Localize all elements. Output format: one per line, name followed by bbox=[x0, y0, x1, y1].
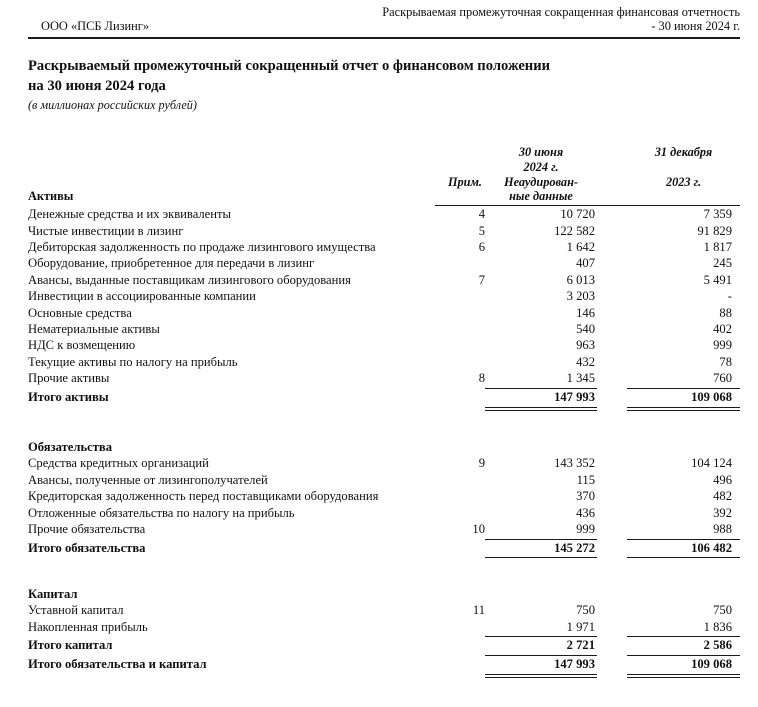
row-value-prior: 78 bbox=[719, 354, 732, 369]
row-value-current: 999 bbox=[485, 521, 597, 539]
row-note: 10 bbox=[472, 522, 485, 537]
row-value-current: 122 582 bbox=[554, 223, 595, 238]
row-note bbox=[435, 505, 485, 521]
row-label: Основные средства bbox=[28, 305, 132, 320]
row-label: Дебиторская задолженность по продаже лизингового имущества bbox=[28, 240, 376, 254]
column-spacer bbox=[597, 505, 627, 521]
table-row bbox=[28, 619, 740, 637]
column-spacer bbox=[597, 223, 627, 239]
row-value-current: 147 993 bbox=[485, 389, 597, 411]
section-heading: Обязательства bbox=[28, 440, 112, 455]
row-value-prior: 750 bbox=[713, 603, 732, 618]
column-header-current-period: 30 июня 2024 г. Неаудирован- ные данные bbox=[504, 145, 578, 204]
row-label: Итого обязательства и капитал bbox=[28, 656, 207, 671]
row-note: 6 bbox=[478, 240, 485, 254]
table-row bbox=[28, 255, 740, 271]
column-spacer bbox=[597, 288, 627, 304]
row-label: Инвестиции в ассоциированные компании bbox=[28, 289, 256, 304]
units-note: (в миллионах российских рублей) bbox=[28, 98, 197, 112]
section-heading: Капитал bbox=[28, 586, 78, 601]
table-row bbox=[28, 521, 740, 539]
row-label: Кредиторская задолженность перед поставщиками оборудования bbox=[28, 489, 379, 504]
row-label: Оборудование, приобретенное для передачи в лизинг bbox=[28, 256, 315, 271]
row-label: Накопленная прибыль bbox=[28, 619, 148, 634]
row-value-prior: 999 bbox=[713, 338, 732, 353]
row-label: Авансы, выданные поставщикам лизингового оборудования bbox=[28, 272, 351, 287]
column-spacer bbox=[597, 488, 627, 504]
row-value-prior: 482 bbox=[713, 489, 732, 504]
row-value-prior: 109 068 bbox=[627, 656, 740, 678]
row-value-current bbox=[485, 439, 597, 455]
financial-position-table bbox=[28, 145, 740, 678]
row-note bbox=[435, 472, 485, 488]
row-note bbox=[435, 439, 485, 455]
row-value-prior: 106 482 bbox=[627, 540, 740, 558]
column-spacer bbox=[597, 305, 627, 321]
row-value-current: 1 642 bbox=[566, 240, 595, 254]
row-value-prior: 88 bbox=[719, 305, 732, 320]
row-note bbox=[435, 354, 485, 370]
column-spacer bbox=[597, 637, 627, 655]
row-note bbox=[435, 619, 485, 637]
table-row bbox=[28, 223, 740, 239]
row-note bbox=[435, 586, 485, 602]
column-spacer bbox=[597, 521, 627, 539]
row-value-current: 146 bbox=[576, 305, 595, 320]
column-spacer bbox=[597, 602, 627, 618]
column-spacer bbox=[597, 239, 627, 255]
row-value-current: 147 993 bbox=[485, 656, 597, 678]
row-value-current: 436 bbox=[576, 505, 595, 520]
row-note bbox=[435, 255, 485, 271]
column-spacer bbox=[597, 619, 627, 637]
row-note bbox=[435, 540, 485, 558]
row-note: 9 bbox=[478, 456, 485, 471]
column-spacer bbox=[597, 354, 627, 370]
table-row bbox=[28, 370, 740, 388]
table-row bbox=[28, 206, 740, 222]
section-heading-row bbox=[28, 586, 740, 602]
row-value-prior: 5 491 bbox=[703, 272, 732, 287]
table-row bbox=[28, 540, 740, 558]
table-row bbox=[28, 321, 740, 337]
table-row bbox=[28, 488, 740, 504]
row-value-current: 963 bbox=[576, 338, 595, 353]
row-value-current: 407 bbox=[576, 256, 595, 271]
column-spacer bbox=[597, 370, 627, 388]
column-spacer bbox=[597, 145, 627, 204]
row-note bbox=[435, 321, 485, 337]
row-value-prior: 245 bbox=[713, 256, 732, 271]
row-note bbox=[435, 288, 485, 304]
section-heading-row bbox=[28, 439, 740, 455]
row-value-prior: 7 359 bbox=[703, 207, 732, 222]
row-value-prior: 104 124 bbox=[691, 456, 732, 471]
table-row bbox=[28, 305, 740, 321]
table-row bbox=[28, 354, 740, 370]
row-note: 11 bbox=[472, 603, 485, 618]
column-spacer bbox=[597, 472, 627, 488]
row-value-current: 1 971 bbox=[485, 619, 597, 637]
row-value-prior: 402 bbox=[713, 322, 732, 337]
row-label: Прочие активы bbox=[28, 371, 110, 386]
table-row bbox=[28, 637, 740, 655]
table-row bbox=[28, 455, 740, 471]
table-row bbox=[28, 239, 740, 255]
row-value-current: 370 bbox=[576, 489, 595, 504]
column-spacer bbox=[597, 439, 627, 455]
row-label: Итого капитал bbox=[28, 638, 113, 653]
row-note bbox=[435, 305, 485, 321]
row-label: Итого активы bbox=[28, 389, 109, 404]
column-spacer bbox=[597, 656, 627, 678]
row-value-prior bbox=[627, 586, 740, 602]
row-value-prior: 1 817 bbox=[703, 240, 732, 254]
row-label: Авансы, полученные от лизингополучателей bbox=[28, 472, 268, 487]
row-label: Прочие обязательства bbox=[28, 522, 146, 537]
company-name: ООО «ПСБ Лизинг» bbox=[41, 19, 150, 33]
table-row bbox=[28, 656, 740, 678]
report-header-date: - 30 июня 2024 г. bbox=[651, 19, 740, 33]
row-value-prior: 109 068 bbox=[627, 389, 740, 411]
table-column-headers bbox=[28, 145, 740, 206]
page-title-line2: на 30 июня 2024 года bbox=[28, 78, 166, 94]
column-spacer bbox=[597, 540, 627, 558]
row-value-current: 1 345 bbox=[485, 370, 597, 388]
row-value-current: 6 013 bbox=[566, 272, 595, 287]
row-value-prior: 91 829 bbox=[697, 223, 732, 238]
title-block bbox=[28, 56, 740, 113]
row-label: Текущие активы по налогу на прибыль bbox=[28, 354, 238, 369]
row-note bbox=[435, 656, 485, 678]
row-note: 8 bbox=[478, 371, 485, 386]
row-value-current: 432 bbox=[576, 354, 595, 369]
column-spacer bbox=[597, 255, 627, 271]
column-headers-group bbox=[435, 145, 740, 206]
row-value-prior: 392 bbox=[713, 505, 732, 520]
row-note: 4 bbox=[478, 207, 485, 222]
row-value-current: 143 352 bbox=[554, 456, 595, 471]
row-label: Итого обязательства bbox=[28, 540, 146, 555]
row-note: 7 bbox=[478, 272, 485, 287]
row-value-current: 3 203 bbox=[566, 289, 595, 304]
row-value-current: 115 bbox=[576, 472, 595, 487]
row-label: Средства кредитных организаций bbox=[28, 456, 209, 471]
row-value-current: 540 bbox=[576, 322, 595, 337]
row-value-prior bbox=[627, 439, 740, 455]
row-note bbox=[435, 637, 485, 655]
row-value-prior: 1 836 bbox=[627, 619, 740, 637]
report-header-line1: Раскрываемая промежуточная сокращенная финансовая отчетность bbox=[382, 5, 740, 19]
row-value-current: 145 272 bbox=[485, 540, 597, 558]
report-header-line2 bbox=[28, 19, 740, 34]
row-value-prior: 760 bbox=[627, 370, 740, 388]
row-note: 5 bbox=[478, 223, 485, 238]
table-row bbox=[28, 505, 740, 521]
row-label: Чистые инвестиции в лизинг bbox=[28, 223, 184, 238]
table-row bbox=[28, 272, 740, 288]
table-row bbox=[28, 602, 740, 618]
table-row bbox=[28, 389, 740, 411]
row-value-current: 2 721 bbox=[485, 637, 597, 655]
column-header-notes: Прим. bbox=[447, 174, 482, 189]
column-spacer bbox=[597, 337, 627, 353]
row-label: Уставной капитал bbox=[28, 603, 124, 618]
row-label: НДС к возмещению bbox=[28, 338, 136, 353]
page-title-line1: Раскрываемый промежуточный сокращенный отчет о финансовом положении bbox=[28, 58, 551, 74]
row-label: Денежные средства и их эквиваленты bbox=[28, 207, 231, 222]
column-spacer bbox=[597, 455, 627, 471]
table-row bbox=[28, 472, 740, 488]
column-spacer bbox=[597, 586, 627, 602]
column-spacer bbox=[597, 389, 627, 411]
row-label: Нематериальные активы bbox=[28, 322, 160, 337]
row-value-current: 10 720 bbox=[560, 207, 595, 222]
page-title bbox=[28, 56, 740, 96]
row-value-current bbox=[485, 586, 597, 602]
table-row bbox=[28, 288, 740, 304]
row-value-current: 750 bbox=[576, 603, 595, 618]
column-spacer bbox=[597, 321, 627, 337]
row-note bbox=[435, 389, 485, 411]
row-value-prior: 496 bbox=[713, 472, 732, 487]
row-value-prior: - bbox=[727, 289, 732, 304]
table-body bbox=[28, 206, 740, 678]
column-header-prior-period: 31 декабря 2023 г. bbox=[654, 145, 713, 189]
row-value-prior: 2 586 bbox=[627, 637, 740, 655]
row-note bbox=[435, 488, 485, 504]
section-heading-assets: Активы bbox=[28, 189, 74, 204]
table-row bbox=[28, 337, 740, 353]
row-note bbox=[435, 337, 485, 353]
row-value-prior: 988 bbox=[627, 521, 740, 539]
page-header bbox=[28, 5, 740, 39]
column-spacer bbox=[597, 206, 627, 222]
row-label: Отложенные обязательства по налогу на прибыль bbox=[28, 505, 295, 520]
column-spacer bbox=[597, 272, 627, 288]
